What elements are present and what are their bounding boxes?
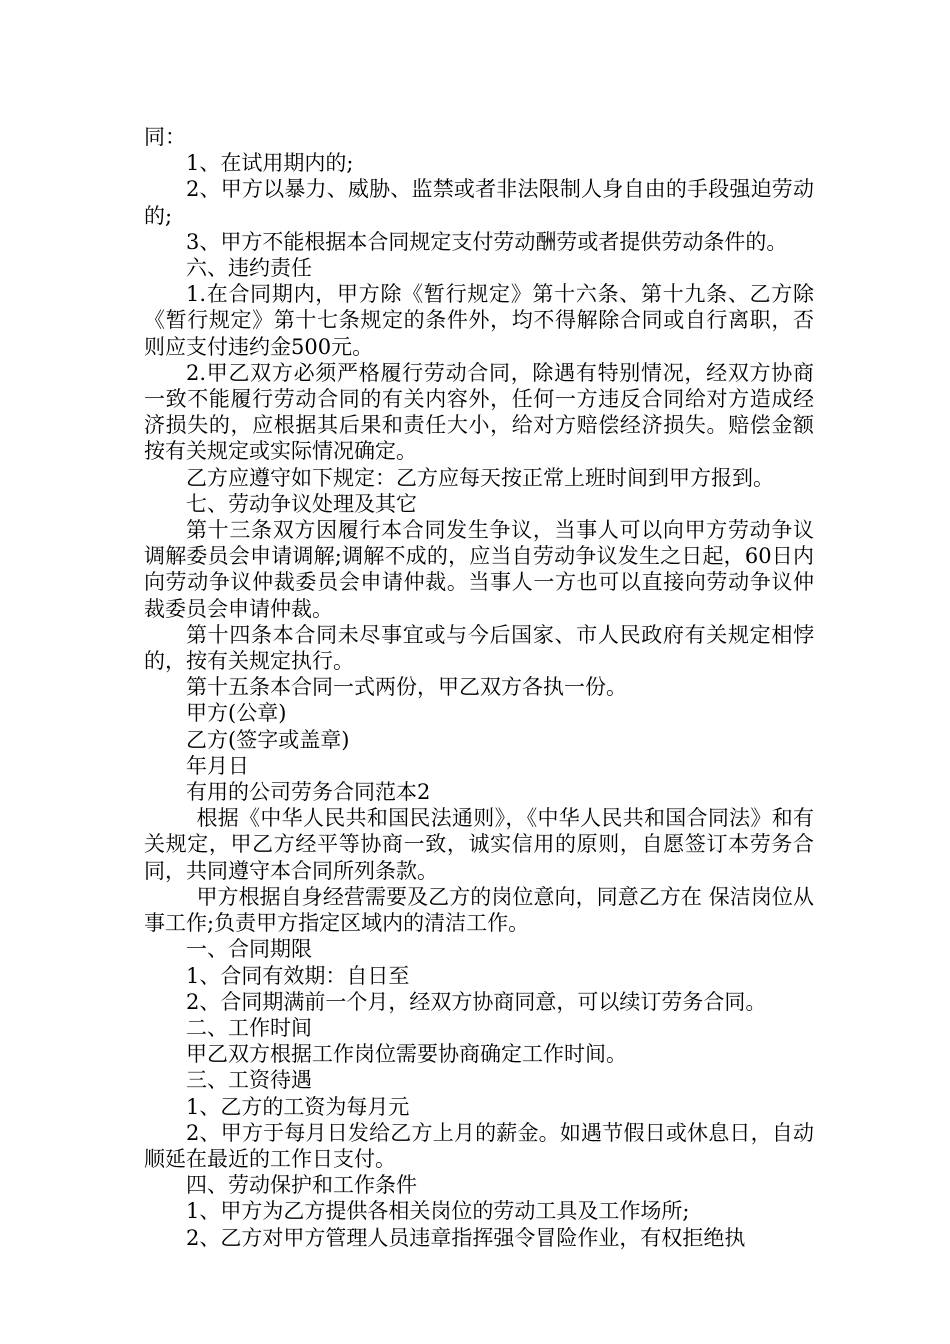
document-body (144, 124, 814, 1251)
paragraph-wages-2: 2、甲方于每月日发给乙方上月的薪金。如遇节假日或休息日，自动顺延在最近的工作日支付。 (144, 1120, 814, 1171)
section-heading-protection: 四、劳动保护和工作条件 (186, 1173, 417, 1198)
section-heading-disputes: 七、劳动争议处理及其它 (186, 491, 417, 516)
section-heading-term: 一、合同期限 (186, 937, 312, 962)
paragraph-term-2: 2、合同期满前一个月，经双方协商同意，可以续订劳务合同。 (186, 989, 767, 1014)
paragraph-hours: 甲乙双方根据工作岗位需要协商确定工作时间。 (186, 1042, 627, 1067)
paragraph-position: 甲方根据自身经营需要及乙方的岗位意向，同意乙方在 保洁岗位从事工作;负责甲方指定区域内的清洁工作。 (144, 884, 814, 936)
paragraph-item-1: 1、在试用期内的; (186, 151, 354, 176)
paragraph-breach-1: 1.在合同期内，甲方除《暂行规定》第十六条、第十九条、乙方除《暂行规定》第十七条规定的条件外，均不得解除合同或自行离职，否则应支付违约金500元。 (144, 282, 814, 359)
signature-date: 年月日 (186, 753, 249, 778)
signature-party-a: 甲方(公章) (186, 701, 287, 726)
section-heading-wages: 三、工资待遇 (186, 1068, 312, 1093)
paragraph-item-2: 2、甲方以暴力、威胁、监禁或者非法限制人身自由的手段强迫劳动的; (144, 177, 814, 228)
paragraph-article-15: 第十五条本合同一式两份，甲乙双方各执一份。 (186, 675, 627, 700)
paragraph-protection-2: 2、乙方对甲方管理人员违章指挥强令冒险作业，有权拒绝执 (186, 1225, 746, 1250)
document-title-2: 有用的公司劳务合同范本2 (186, 780, 431, 805)
paragraph-continuation: 同： (144, 125, 186, 149)
paragraph-protection-1: 1、甲方为乙方提供各相关岗位的劳动工具及工作场所; (186, 1199, 690, 1224)
section-heading-hours: 二、工作时间 (186, 1015, 312, 1040)
paragraph-preamble: 根据《中华人民共和国民法通则》，《中华人民共和国合同法》和有关规定，甲乙方经平等协商一致，诚实信用的原则，自愿签订本劳务合同，共同遵守本合同所列条款。 (144, 806, 814, 883)
paragraph-breach-2: 2.甲乙双方必须严格履行劳动合同，除遇有特别情况，经双方协商一致不能履行劳动合同的有关内容外，任何一方违反合同给对方造成经济损失的，应根据其后果和责任大小，给对方赔偿经济损失。赔偿金额按有关规定或实际情况确定。 (144, 360, 814, 464)
paragraph-rules: 乙方应遵守如下规定：乙方应每天按正常上班时间到甲方报到。 (186, 465, 774, 490)
paragraph-article-13: 第十三条双方因履行本合同发生争议，当事人可以向甲方劳动争议调解委员会申请调解;调解不成的，应当自劳动争议发生之日起，60日内向劳动争议仲裁委员会申请仲裁。当事人一方也可以直接向劳动争议仲裁委员会申请仲裁。 (144, 518, 814, 621)
section-heading-breach: 六、违约责任 (186, 256, 312, 281)
paragraph-article-14: 第十四条本合同未尽事宜或与今后国家、市人民政府有关规定相悖的，按有关规定执行。 (144, 622, 814, 674)
paragraph-item-3: 3、甲方不能根据本合同规定支付劳动酬劳或者提供劳动条件的。 (186, 229, 788, 254)
paragraph-term-1: 1、合同有效期：自日至 (186, 963, 410, 988)
signature-party-b: 乙方(签字或盖章) (186, 727, 350, 752)
paragraph-wages-1: 1、乙方的工资为每月元 (186, 1094, 410, 1119)
